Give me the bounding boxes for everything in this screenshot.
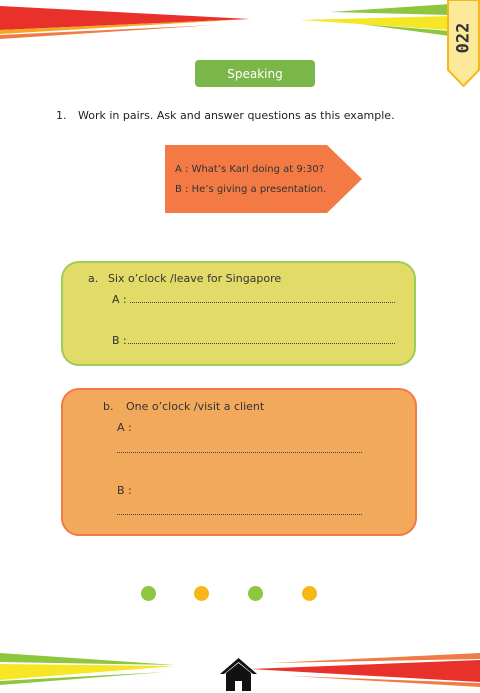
bottom-left-stripes (0, 650, 220, 690)
example-line-b: B : He’s giving a presentation. (175, 184, 327, 195)
bottom-right-stripes (250, 648, 480, 690)
answer-line-b1[interactable] (117, 452, 362, 453)
top-left-stripes (0, 0, 250, 45)
example-box (165, 145, 362, 213)
prompt-b-text: One o’clock /visit a client (126, 400, 265, 413)
speaking-heading: Speaking (195, 60, 315, 87)
decor-dot-yellow-1 (194, 586, 209, 601)
instruction-text: Work in pairs. Ask and answer questions as this example. (78, 109, 395, 122)
prompt-b-letter: b. (103, 400, 114, 413)
answer-line-a1[interactable] (130, 302, 395, 303)
prompt-b-label-a: A : (117, 421, 132, 434)
decor-dot-green-1 (141, 586, 156, 601)
top-right-stripes (300, 0, 450, 45)
exercise-instruction (56, 109, 395, 122)
prompt-a-text: Six o’clock /leave for Singapore (108, 272, 282, 285)
prompt-a-label-b: B : (112, 334, 127, 347)
prompt-a-letter: a. (88, 272, 99, 285)
answer-line-b2[interactable] (117, 514, 362, 515)
answer-line-a2[interactable] (128, 343, 395, 344)
decor-dot-yellow-2 (302, 586, 317, 601)
prompt-a-label-a: A : (112, 293, 127, 306)
decor-dot-green-2 (248, 586, 263, 601)
exercise-number: 1. (56, 109, 67, 122)
example-line-a: A : What’s Karl doing at 9:30? (175, 164, 325, 175)
page-number: 022 (453, 22, 474, 54)
home-icon[interactable] (219, 656, 258, 692)
prompt-b-label-b: B : (117, 484, 132, 497)
